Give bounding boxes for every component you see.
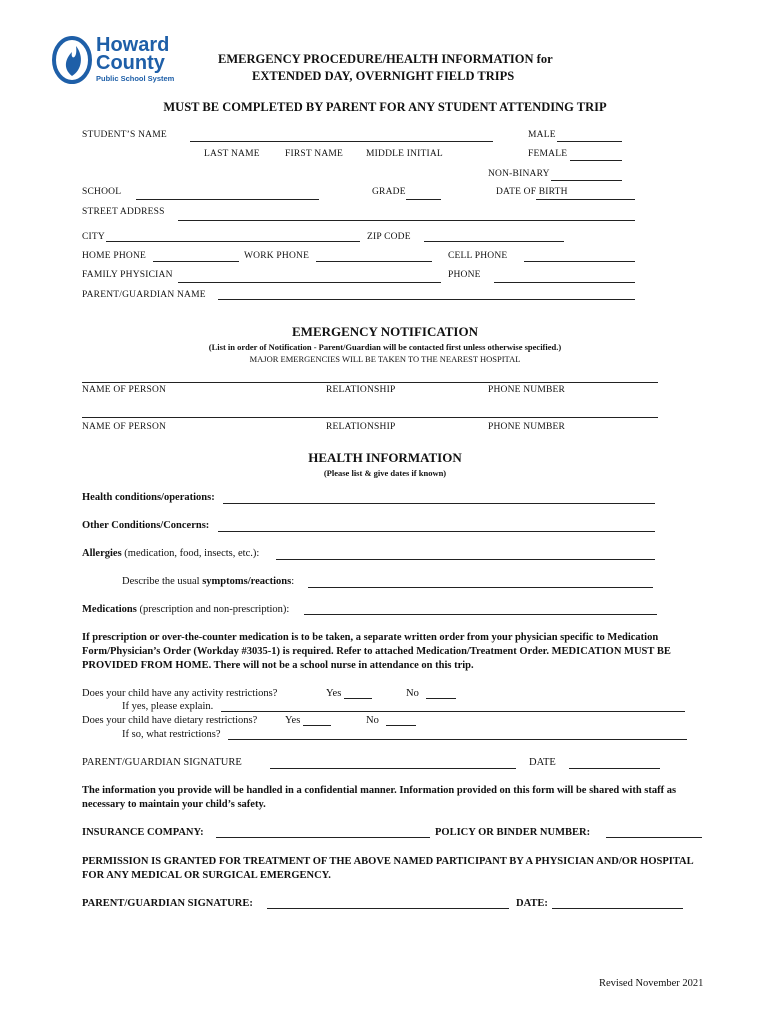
home-phone-label: HOME PHONE bbox=[82, 251, 147, 261]
confidential-notice: The information you provide will be handled in a confidential manner. Information provided on this form will be shared with staff as necessary to maintain your child’s safety. bbox=[82, 785, 677, 810]
grade-label: GRADE bbox=[372, 187, 406, 197]
logo-county: County bbox=[96, 52, 165, 74]
activity-explain-label: If yes, please explain. bbox=[122, 701, 214, 712]
medications-label bbox=[82, 604, 289, 615]
middle-initial-label: MIDDLE INITIAL bbox=[366, 149, 443, 159]
school-field[interactable] bbox=[136, 199, 319, 200]
form-subtitle: MUST BE COMPLETED BY PARENT FOR ANY STUDENT ATTENDING TRIP bbox=[163, 100, 607, 114]
activity-question: Does your child have any activity restrictions? bbox=[82, 688, 278, 699]
student-name-label: STUDENT’S NAME bbox=[82, 130, 167, 140]
flame-logo-icon bbox=[52, 34, 96, 84]
male-label: MALE bbox=[528, 130, 556, 140]
physician-phone-label: PHONE bbox=[448, 270, 481, 280]
cell-phone-label: CELL PHONE bbox=[448, 251, 508, 261]
guardian-name-label: PARENT/GUARDIAN NAME bbox=[82, 290, 206, 300]
female-label: FEMALE bbox=[528, 149, 568, 159]
student-name-field[interactable] bbox=[190, 141, 493, 142]
activity-yes-label: Yes bbox=[326, 688, 342, 699]
emergency-note: (List in order of Notification - Parent/Guardian will be contacted first unless otherwise specified.) bbox=[208, 342, 562, 352]
other-conditions-field[interactable] bbox=[218, 531, 655, 532]
family-physician-field[interactable] bbox=[178, 282, 441, 283]
medications-field[interactable] bbox=[304, 614, 657, 615]
logo-howard: Howard bbox=[96, 34, 170, 56]
activity-no-field[interactable] bbox=[426, 698, 456, 699]
dietary-what-label: If so, what restrictions? bbox=[122, 729, 221, 740]
policy-number-field[interactable] bbox=[606, 837, 702, 838]
permission-notice: PERMISSION IS GRANTED FOR TREATMENT OF THE ABOVE NAMED PARTICIPANT BY A PHYSICIAN AND/OR HOSPITAL FOR ANY MEDICAL OR SURGICAL EMERGENCY. bbox=[82, 856, 694, 881]
symptoms-colon: : bbox=[291, 576, 295, 587]
dob-label: DATE OF BIRTH bbox=[496, 187, 568, 197]
permission-signature-label: PARENT/GUARDIAN SIGNATURE: bbox=[82, 898, 253, 909]
contact-1-field[interactable] bbox=[82, 382, 658, 383]
dietary-no-field[interactable] bbox=[386, 725, 416, 726]
dietary-yes-field[interactable] bbox=[303, 725, 331, 726]
allergies-label bbox=[82, 548, 259, 559]
emergency-hospital-note: MAJOR EMERGENCIES WILL BE TAKEN TO THE NEAREST HOSPITAL bbox=[249, 354, 521, 364]
guardian-signature-field[interactable] bbox=[270, 768, 516, 769]
permission-date-field[interactable] bbox=[552, 908, 683, 909]
symptoms-prefix: Describe the usual bbox=[122, 576, 203, 587]
contact-1-relationship-label: RELATIONSHIP bbox=[326, 385, 396, 395]
family-physician-label: FAMILY PHYSICIAN bbox=[82, 270, 173, 280]
health-note: (Please list & give dates if known) bbox=[323, 468, 447, 478]
dietary-no-label: No bbox=[366, 715, 379, 726]
contact-2-field[interactable] bbox=[82, 417, 658, 418]
grade-field[interactable] bbox=[406, 199, 441, 200]
street-label: STREET ADDRESS bbox=[82, 207, 165, 217]
dob-field[interactable] bbox=[536, 199, 635, 200]
health-conditions-label: Health conditions/operations: bbox=[82, 492, 215, 503]
school-label: SCHOOL bbox=[82, 187, 122, 197]
contact-2-phone-label: PHONE NUMBER bbox=[488, 422, 566, 432]
male-field[interactable] bbox=[557, 141, 622, 142]
medication-notice: If prescription or over-the-counter medication is to be taken, a separate written order from your physician specific to Medication Form/Physician’s Order (Workday #3035-1) is required. Refer to attached Medication/Treatment Order. MEDICATION MUST BE PROVIDED FROM HOME. There will not be a school nurse in attendance on this trip. bbox=[82, 632, 671, 671]
signature-date-label: DATE bbox=[529, 757, 556, 768]
activity-no-label: No bbox=[406, 688, 419, 699]
policy-number-label: POLICY OR BINDER NUMBER: bbox=[435, 827, 591, 838]
home-phone-field[interactable] bbox=[153, 261, 239, 262]
nonbinary-label: NON-BINARY bbox=[488, 169, 550, 179]
nonbinary-field[interactable] bbox=[551, 180, 622, 181]
form-title-line2: EXTENDED DAY, OVERNIGHT FIELD TRIPS bbox=[252, 69, 515, 83]
emergency-title: EMERGENCY NOTIFICATION bbox=[292, 324, 478, 339]
zip-label: ZIP CODE bbox=[367, 232, 411, 242]
health-title: HEALTH INFORMATION bbox=[308, 450, 462, 465]
logo bbox=[52, 34, 202, 86]
allergies-detail: (medication, food, insects, etc.): bbox=[121, 548, 260, 559]
contact-1-phone-label: PHONE NUMBER bbox=[488, 385, 566, 395]
logo-tagline: Public School System bbox=[96, 74, 175, 83]
first-name-label: FIRST NAME bbox=[285, 149, 344, 159]
guardian-signature-label: PARENT/GUARDIAN SIGNATURE bbox=[82, 757, 242, 768]
allergies-field[interactable] bbox=[276, 559, 655, 560]
street-field[interactable] bbox=[178, 220, 635, 221]
signature-date-field[interactable] bbox=[569, 768, 660, 769]
cell-phone-field[interactable] bbox=[524, 261, 635, 262]
form-title-line1: EMERGENCY PROCEDURE/HEALTH INFORMATION for bbox=[218, 52, 553, 66]
permission-date-label: DATE: bbox=[516, 898, 548, 909]
female-field[interactable] bbox=[570, 160, 622, 161]
allergies-bold: Allergies bbox=[82, 548, 122, 559]
medications-detail: (prescription and non-prescription): bbox=[136, 604, 290, 615]
activity-yes-field[interactable] bbox=[344, 698, 372, 699]
work-phone-field[interactable] bbox=[316, 261, 432, 262]
city-label: CITY bbox=[82, 232, 105, 242]
dietary-question: Does your child have dietary restrictions? bbox=[82, 715, 258, 726]
medications-bold: Medications bbox=[82, 604, 137, 615]
work-phone-label: WORK PHONE bbox=[244, 251, 310, 261]
guardian-name-field[interactable] bbox=[218, 299, 635, 300]
dietary-yes-label: Yes bbox=[285, 715, 301, 726]
last-name-label: LAST NAME bbox=[204, 149, 260, 159]
symptoms-field[interactable] bbox=[308, 587, 653, 588]
insurance-company-label: INSURANCE COMPANY: bbox=[82, 827, 204, 838]
symptoms-bold: symptoms/reactions bbox=[202, 576, 292, 587]
activity-explain-field[interactable] bbox=[221, 711, 685, 712]
physician-phone-field[interactable] bbox=[494, 282, 635, 283]
zip-field[interactable] bbox=[424, 241, 564, 242]
contact-1-name-label: NAME OF PERSON bbox=[82, 385, 167, 395]
revised-date: Revised November 2021 bbox=[599, 978, 704, 989]
dietary-what-field[interactable] bbox=[228, 739, 687, 740]
permission-signature-field[interactable] bbox=[267, 908, 509, 909]
contact-2-name-label: NAME OF PERSON bbox=[82, 422, 167, 432]
symptoms-label bbox=[122, 576, 294, 587]
other-conditions-label: Other Conditions/Concerns: bbox=[82, 520, 210, 531]
insurance-company-field[interactable] bbox=[216, 837, 430, 838]
city-field[interactable] bbox=[106, 241, 360, 242]
contact-2-relationship-label: RELATIONSHIP bbox=[326, 422, 396, 432]
health-conditions-field[interactable] bbox=[223, 503, 655, 504]
